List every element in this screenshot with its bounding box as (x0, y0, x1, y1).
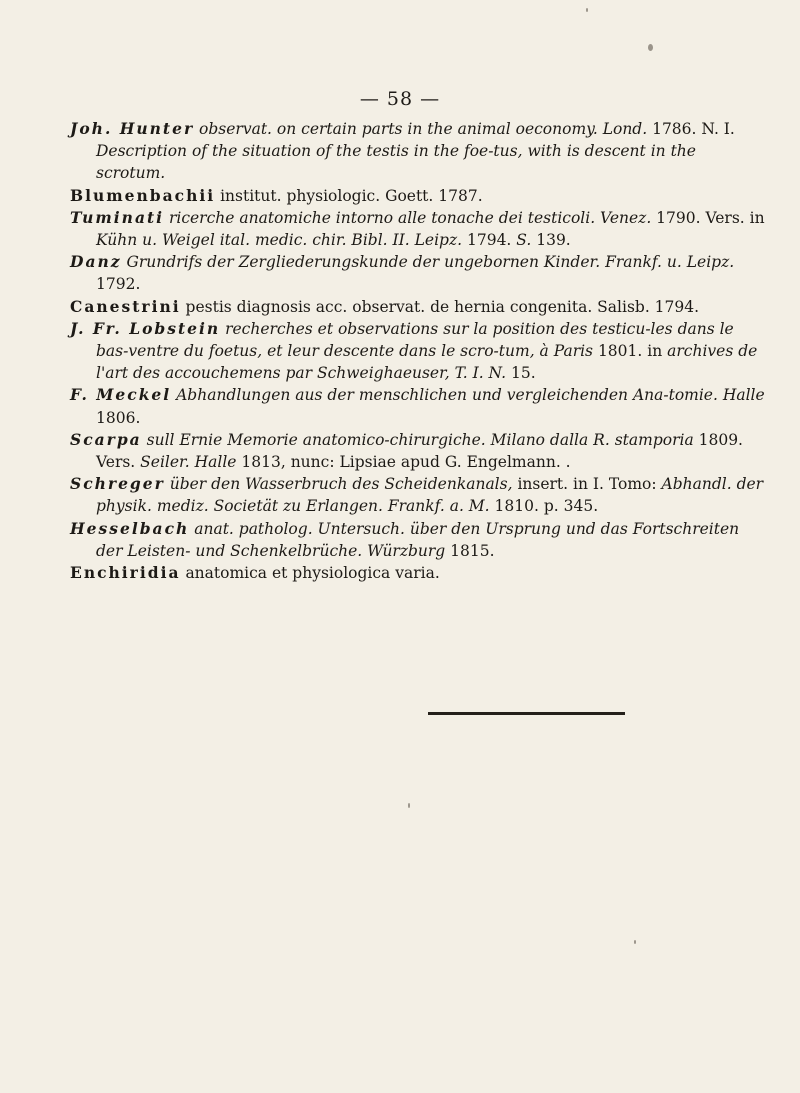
entry-author: Hesselbach (70, 518, 190, 538)
entry-text: anatomica et physiologica varia. (180, 564, 440, 583)
entry-author: Canestrini (70, 296, 181, 316)
bibliography-entry (70, 384, 770, 428)
bibliography-entry (70, 185, 770, 207)
entry-text: 1794. (462, 231, 517, 250)
bibliography-entry (70, 318, 770, 385)
entry-text: institut. physiologic. Goett. 1787. (215, 186, 483, 205)
entry-author: J. Fr. Lobstein (70, 318, 221, 338)
entry-text: 1786. N. I. (647, 120, 735, 138)
bibliography-entry (70, 118, 770, 185)
entry-author: Joh. Hunter (70, 119, 195, 138)
entry-author: Blumenbachii (70, 185, 216, 205)
entry-text: ricerche anatomiche intorno alle tonache dei testicoli. Venez. (164, 208, 652, 227)
entry-text: 1813, nunc: Lipsiae apud G. Engelmann. . (236, 453, 571, 472)
paper-speck (634, 940, 636, 944)
entry-author: Enchiridia (70, 563, 181, 583)
entry-text: S. (516, 231, 532, 250)
entry-text: anat. patholog. Untersuch. über den Ursprung und das Fortschreiten der Leisten- und Schenkelbrüche. Würzburg (96, 519, 740, 560)
entry-text: Kühn u. Weigel ital. medic. chir. Bibl. II. Leipz. (96, 231, 463, 250)
entry-text: Seiler. Halle (140, 453, 237, 472)
entry-text: 1810. p. 345. (489, 497, 599, 516)
entry-author: Tuminati (70, 207, 165, 227)
bibliography-entry (70, 429, 770, 473)
entry-text: Grundrifs der Zergliederungskunde der ungebornen Kinder. Frankf. u. Leipz. (121, 253, 735, 272)
entry-text: sull Ernie Memorie anatomico-chirurgiche. Milano dalla R. stamporia (141, 430, 694, 449)
entry-author: Scarpa (70, 429, 142, 449)
entry-text: 1801. in (593, 342, 668, 361)
entry-text: Abhandl. der physik. mediz. Societät zu Erlangen. Frankf. a. M. (96, 475, 764, 516)
bibliography-entry (70, 207, 770, 251)
paper-speck (648, 44, 653, 51)
bibliography-entry (70, 251, 770, 295)
bibliography-entry (70, 518, 770, 562)
entry-text: 139. (531, 231, 571, 250)
entry-author: Danz (70, 252, 122, 272)
entry-author: Schreger (70, 474, 165, 494)
paper-speck (408, 803, 410, 808)
entry-text: 1792. (96, 275, 141, 294)
entry-text: 1815. (445, 541, 495, 560)
entry-text: über den Wasserbruch des Scheidenkanals, (164, 475, 513, 494)
bibliography-entry (70, 473, 770, 517)
bibliography-entry (70, 562, 770, 584)
entry-text: 1790. Vers. in (651, 208, 765, 227)
entry-text: recherches et observations sur la position des testicu-les dans le bas-ventre du foetus, et leur descente dans le scro-tum, à Paris (96, 319, 734, 361)
paper-speck (586, 8, 588, 12)
entry-text: observat. on certain parts in the animal oeconomy. Lond. (194, 120, 648, 138)
entry-text: insert. in I. Tomo: (512, 475, 662, 494)
bibliography-list (70, 118, 770, 584)
entry-text: pestis diagnosis acc. observat. de hernia congenita. Salisb. 1794. (180, 297, 700, 316)
entry-author: F. Meckel (70, 385, 172, 405)
entry-text: 15. (506, 364, 536, 383)
entry-text: 1806. (96, 408, 141, 427)
entry-text: Description of the situation of the testis in the foe-tus, with is descent in the scrotum. (96, 142, 696, 183)
entry-text: 1809. Vers. (96, 430, 743, 472)
entry-text: archives de l'art des accouchemens par Schweighaeuser, T. I. N. (96, 342, 758, 383)
page-number: — 58 — (359, 88, 441, 110)
entry-text: Abhandlungen aus der menschlichen und vergleichenden Ana-tomie. Halle (171, 386, 765, 405)
bibliography-entry (70, 296, 770, 318)
section-divider (428, 712, 625, 715)
